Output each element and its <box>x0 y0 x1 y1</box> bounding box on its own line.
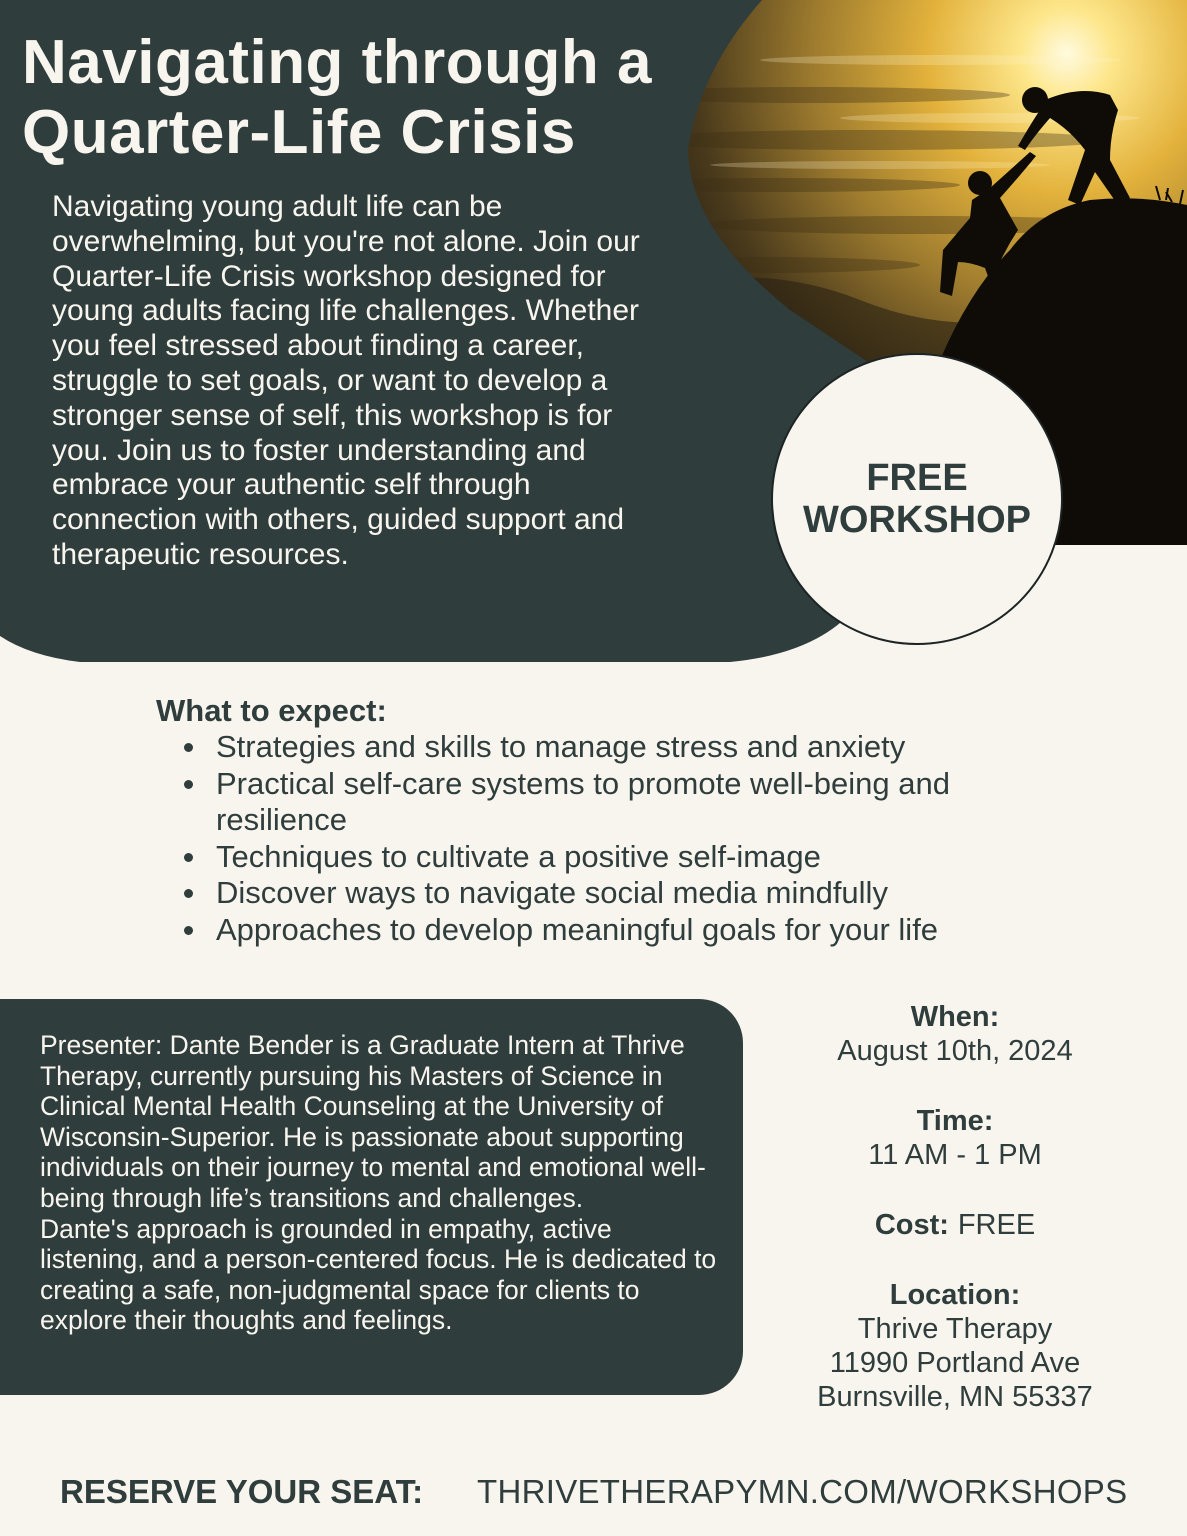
location-line-3: Burnsville, MN 55337 <box>817 1381 1093 1413</box>
reserve-label: RESERVE YOUR SEAT: <box>60 1473 424 1510</box>
event-details <box>780 1000 1130 1450</box>
free-workshop-badge <box>771 353 1063 645</box>
location-line-2: 11990 Portland Ave <box>829 1347 1081 1379</box>
expect-item: Discover ways to navigate social media mindfully <box>160 875 1060 912</box>
presenter-paragraph-2: Dante's approach is grounded in empathy, active listening, and a person-centered focus. He is dedicated to creating a safe, non-judgmental space for clients to explore their thoughts and feelings. <box>40 1213 717 1336</box>
time-value: 11 AM - 1 PM <box>868 1139 1042 1171</box>
expect-list <box>160 729 1060 948</box>
expect-heading: What to expect: <box>156 693 387 728</box>
location-label: Location: <box>889 1279 1021 1311</box>
presenter-bio-panel <box>0 999 743 1395</box>
location-block <box>780 1278 1130 1414</box>
title-line-1: Navigating through a <box>22 28 652 97</box>
expect-item: Approaches to develop meaningful goals for your life <box>160 912 1060 949</box>
cost-block <box>780 1208 1130 1242</box>
location-line-1: Thrive Therapy <box>857 1313 1053 1345</box>
when-label: When: <box>910 1001 1000 1033</box>
badge-line-1: FREE <box>866 457 968 499</box>
time-block <box>780 1104 1130 1172</box>
when-block <box>780 1000 1130 1068</box>
intro-paragraph: Navigating young adult life can be overwhelming, but you're not alone. Join our Quarter-Life Crisis workshop designed for young adults facing life challenges. Whether you feel stressed about finding a career, struggle to set goals, or want to develop a stronger sense of self, this workshop is for you. Join us to foster understanding and embrace your authentic self through connection with others, guided support and therapeutic resources. <box>52 190 640 571</box>
expect-item: Practical self-care systems to promote well-being and resilience <box>160 766 976 839</box>
cost-value: FREE <box>957 1209 1036 1241</box>
badge-line-2: WORKSHOP <box>803 499 1031 541</box>
workshops-url-link[interactable]: THRIVETHERAPYMN.COM/WORKSHOPS <box>477 1473 1128 1510</box>
expect-item: Techniques to cultivate a positive self-image <box>160 839 1060 876</box>
presenter-paragraph-1: Presenter: Dante Bender is a Graduate Intern at Thrive Therapy, currently pursuing his Masters of Science in Clinical Mental Health Counseling at the University of Wisconsin-Superior. He is passionate about supporting individuals on their journey to mental and emotional well-being through life’s transitions and challenges. <box>40 1030 706 1213</box>
title-line-2: Quarter-Life Crisis <box>22 98 576 167</box>
page-title <box>22 28 722 168</box>
expect-item: Strategies and skills to manage stress and anxiety <box>160 729 1060 766</box>
cost-label: Cost: <box>874 1209 949 1241</box>
when-value: August 10th, 2024 <box>837 1035 1073 1067</box>
time-label: Time: <box>916 1105 994 1137</box>
